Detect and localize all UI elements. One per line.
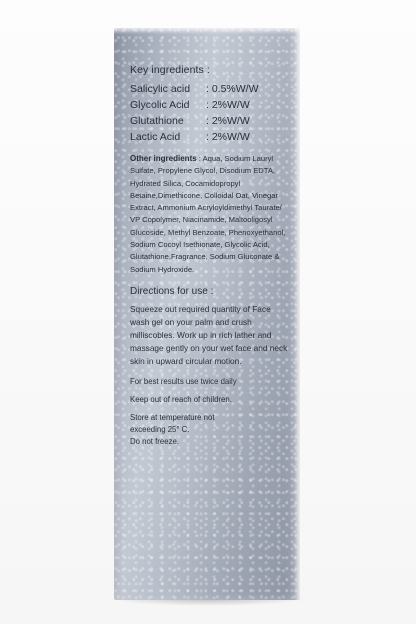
keep-out-warning: Keep out of reach of children. [130,394,232,404]
box-label-text [130,64,292,448]
ingredient-row [130,129,292,145]
other-ingredients-text: : Aqua, Sodium Lauryl Sulfate, Propylene Glycol, Disodium EDTA, Hydrated Silica, Cocamidopropyl Betaine,Dimethicone, Colloidal Oat, Vinegar Extract, Ammonium Acryloyldimethyl Taurate/ VP Copolymer, Niacinamide, Maltooligosyl Glucoside, Methyl Benzoate, Phenoxyethanol, Sodium Cocoyl Isethionate, Glycolic Acid, Glutathione,Fragrance, Sodium Gluconate & Sodium Hydroxide. [130,154,286,274]
storage-line: Do not freeze. [130,436,179,446]
ingredient-row [130,97,292,113]
directions-title: Directions for use : [130,285,214,297]
storage-instructions [130,412,292,448]
best-results-note: For best results use twice daily [130,376,237,386]
directions-body: Squeeze out required quantity of Face wash gel on your palm and crush milliscobles. Work up in rich lather and massage gently on your wet face and neck skin in upward circular motion. [130,303,288,366]
key-ingredients-heading: Key ingredients : [130,64,210,76]
ingredient-name: Glycolic Acid [130,99,190,111]
ingredient-value: : 2%W/W [206,99,250,111]
ingredient-value: : 2%W/W [206,115,250,127]
storage-line: Store at temperature not [130,412,215,422]
ingredient-row [130,113,292,129]
ingredient-name: Salicylic acid [130,83,191,95]
box-top-highlight [114,28,300,34]
ingredient-value: : 0.5%W/W [206,83,259,95]
ingredient-value: : 2%W/W [206,131,250,143]
other-ingredients [130,153,292,276]
other-ingredients-label: Other ingredients [130,154,197,163]
product-box [114,28,300,600]
ingredient-name: Lactic Acid [130,131,181,143]
box-edge-highlight [294,28,300,600]
ingredient-name: Glutathione [130,115,184,127]
ingredient-row [130,81,292,97]
storage-line: exceeding 25° C. [130,424,190,434]
